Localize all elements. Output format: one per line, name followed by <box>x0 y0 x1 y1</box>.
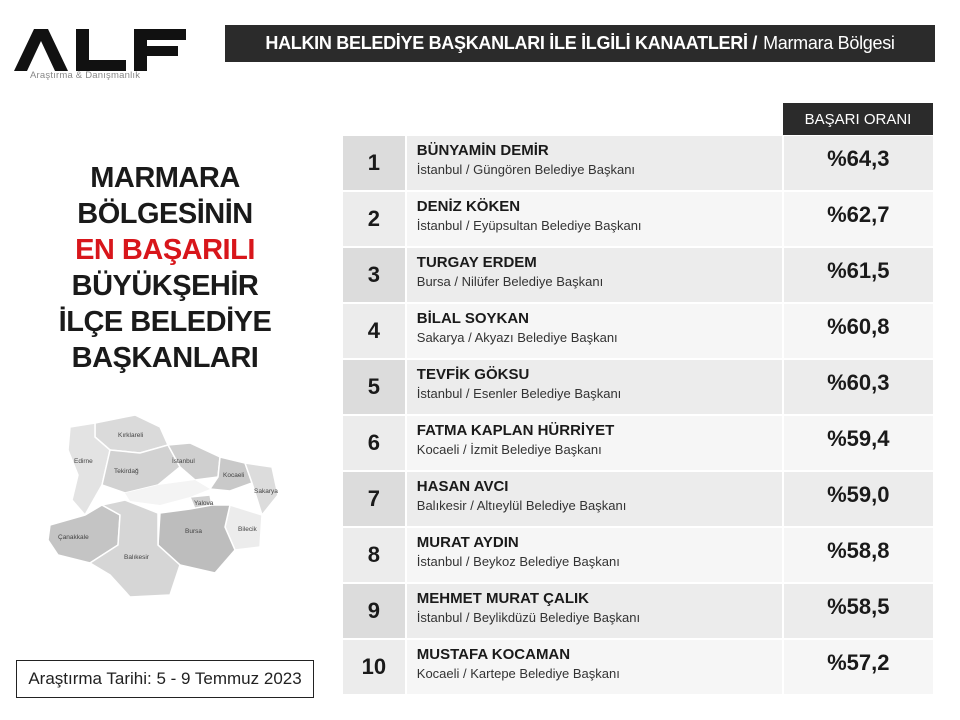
success-rate-cell: %59,0 <box>784 472 933 526</box>
map-label-tekirdag: Tekirdağ <box>114 468 139 475</box>
mayor-name: DENİZ KÖKEN <box>416 198 521 215</box>
left-title-line5: İLÇE BELEDİYE <box>58 306 272 338</box>
table-row <box>343 360 933 416</box>
mayor-cell <box>407 640 782 694</box>
left-title-line2: BÖLGESİNİN <box>77 198 253 230</box>
map-label-istanbul: İstanbul <box>172 458 195 465</box>
mayor-cell <box>407 192 782 246</box>
logo-subtitle: Araştırma & Danışmanlık <box>30 70 141 81</box>
mayor-location: İstanbul / Beylikdüzü Belediye Başkanı <box>416 610 641 625</box>
rank-cell: 2 <box>343 192 405 246</box>
map-label-bursa: Bursa <box>185 528 202 535</box>
rank-cell: 5 <box>343 360 405 414</box>
header-banner <box>225 25 935 62</box>
mayor-name: FATMA KAPLAN HÜRRİYET <box>416 422 615 439</box>
ranking-table <box>343 136 933 696</box>
success-rate-cell: %64,3 <box>784 136 933 190</box>
mayor-location: Balıkesir / Altıeylül Belediye Başkanı <box>416 498 627 513</box>
map-label-yalova: Yalova <box>194 500 214 507</box>
map-label-kirklareli: Kırklareli <box>118 432 144 439</box>
marmara-region-map <box>40 405 290 605</box>
mayor-cell <box>407 528 782 582</box>
rank-cell: 7 <box>343 472 405 526</box>
success-rate-cell: %58,8 <box>784 528 933 582</box>
mayor-location: Kocaeli / İzmit Belediye Başkanı <box>416 442 602 457</box>
success-rate-cell: %60,8 <box>784 304 933 358</box>
map-label-sakarya: Sakarya <box>254 488 278 495</box>
left-title-line1: MARMARA <box>90 162 240 194</box>
success-rate-cell: %62,7 <box>784 192 933 246</box>
table-row <box>343 416 933 472</box>
map-label-canakkale: Çanakkale <box>58 534 89 541</box>
banner-title: HALKIN BELEDİYE BAŞKANLARI İLE İLGİLİ KANAATLERİ / <box>265 33 758 53</box>
mayor-name: TURGAY ERDEM <box>416 254 537 271</box>
map-label-balikesir: Balıkesir <box>124 554 149 561</box>
mayor-name: MURAT AYDIN <box>416 534 519 551</box>
table-row <box>343 640 933 696</box>
mayor-cell <box>407 416 782 470</box>
map-label-bilecik: Bilecik <box>238 526 257 533</box>
mayor-cell <box>407 304 782 358</box>
left-title-line4: BÜYÜKŞEHİR <box>71 270 259 302</box>
rank-cell: 8 <box>343 528 405 582</box>
mayor-location: Sakarya / Akyazı Belediye Başkanı <box>416 330 618 345</box>
table-row <box>343 192 933 248</box>
table-row <box>343 472 933 528</box>
mayor-location: İstanbul / Güngören Belediye Başkanı <box>416 162 636 177</box>
research-date: Araştırma Tarihi: 5 - 9 Temmuz 2023 <box>28 669 302 688</box>
mayor-cell <box>407 584 782 638</box>
success-rate-header: BAŞARI ORANI <box>783 103 933 135</box>
left-title <box>40 160 290 376</box>
table-row <box>343 136 933 192</box>
mayor-name: BÜNYAMİN DEMİR <box>416 142 549 159</box>
rank-cell: 3 <box>343 248 405 302</box>
rank-cell: 4 <box>343 304 405 358</box>
left-title-line6: BAŞKANLARI <box>71 342 259 374</box>
success-rate-cell: %58,5 <box>784 584 933 638</box>
success-rate-cell: %61,5 <box>784 248 933 302</box>
table-row <box>343 528 933 584</box>
success-rate-cell: %57,2 <box>784 640 933 694</box>
banner-region: Marmara Bölgesi <box>763 33 895 53</box>
mayor-cell <box>407 248 782 302</box>
mayor-cell <box>407 472 782 526</box>
rank-cell: 9 <box>343 584 405 638</box>
left-title-highlight: EN BAŞARILI <box>75 234 255 266</box>
mayor-location: Kocaeli / Kartepe Belediye Başkanı <box>416 666 620 681</box>
mayor-cell <box>407 360 782 414</box>
rank-cell: 6 <box>343 416 405 470</box>
mayor-location: İstanbul / Eyüpsultan Belediye Başkanı <box>416 218 642 233</box>
mayor-name: MEHMET MURAT ÇALIK <box>416 590 589 607</box>
mayor-cell <box>407 136 782 190</box>
rank-cell: 10 <box>343 640 405 694</box>
mayor-location: İstanbul / Esenler Belediye Başkanı <box>416 386 622 401</box>
map-label-edirne: Edirne <box>74 458 93 465</box>
success-rate-cell: %60,3 <box>784 360 933 414</box>
mayor-name: MUSTAFA KOCAMAN <box>416 646 571 663</box>
map-label-kocaeli: Kocaeli <box>223 472 245 479</box>
research-date-box <box>16 660 314 698</box>
table-row <box>343 584 933 640</box>
table-row <box>343 304 933 360</box>
table-row <box>343 248 933 304</box>
success-rate-cell: %59,4 <box>784 416 933 470</box>
mayor-name: HASAN AVCI <box>416 478 509 495</box>
mayor-location: İstanbul / Beykoz Belediye Başkanı <box>416 554 620 569</box>
mayor-name: TEVFİK GÖKSU <box>416 366 530 383</box>
rank-cell: 1 <box>343 136 405 190</box>
mayor-name: BİLAL SOYKAN <box>416 310 530 327</box>
mayor-location: Bursa / Nilüfer Belediye Başkanı <box>416 274 604 289</box>
